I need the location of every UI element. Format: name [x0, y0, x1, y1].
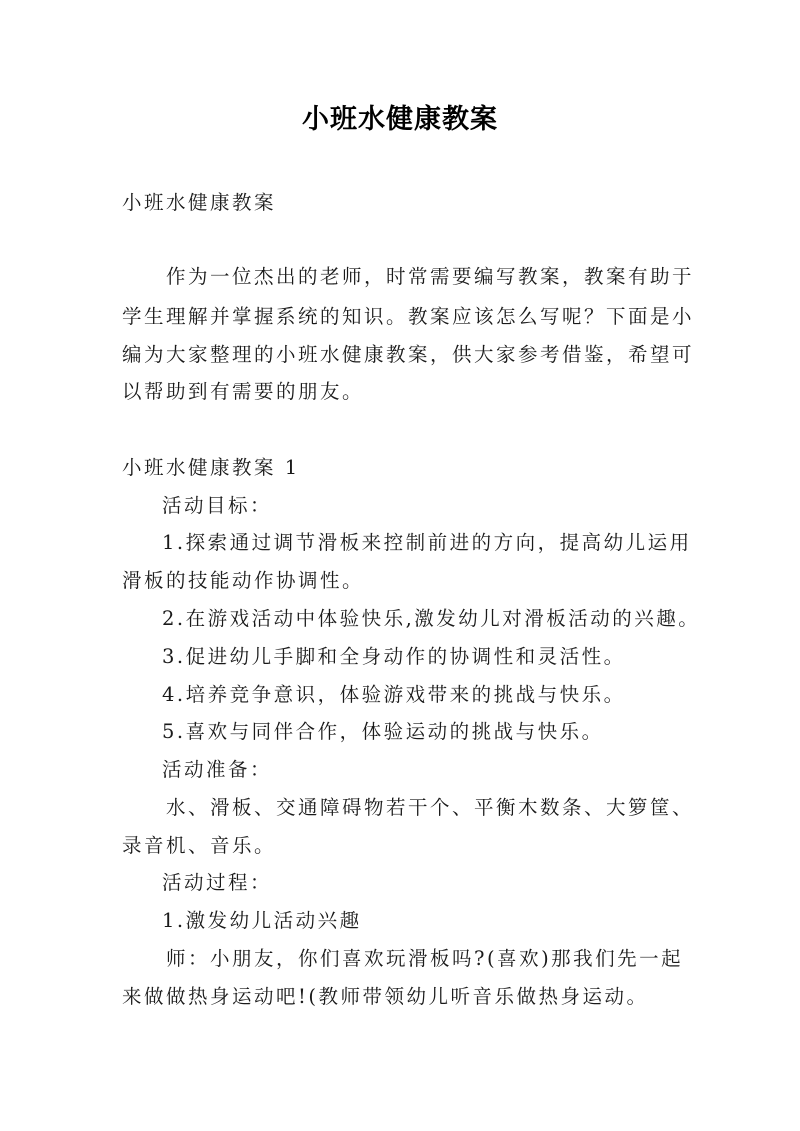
goal-line: 滑板的技能动作协调性。	[122, 569, 365, 592]
process-heading: 活动过程：	[162, 871, 273, 894]
intro-line: 作为一位杰出的老师，时常需要编写教案，教案有助于	[166, 265, 695, 288]
document-subtitle: 小班水健康教案	[122, 191, 277, 214]
prep-line: 水、滑板、交通障碍物若干个、平衡木数条、大箩筐、	[166, 796, 695, 819]
process-line: 师：小朋友，你们喜欢玩滑板吗?(喜欢)那我们先一起	[166, 947, 684, 970]
process-line: 1.激发幼儿活动兴趣	[162, 909, 362, 932]
goals-heading: 活动目标：	[162, 494, 273, 517]
intro-line: 以帮助到有需要的朋友。	[122, 380, 365, 403]
prep-heading: 活动准备：	[162, 758, 273, 781]
goal-line: 1.探索通过调节滑板来控制前进的方向，提高幼儿运用	[162, 531, 692, 554]
document-title: 小班水健康教案	[302, 104, 498, 135]
intro-line: 学生理解并掌握系统的知识。教案应该怎么写呢？下面是小	[122, 305, 695, 328]
prep-line: 录音机、音乐。	[122, 834, 277, 857]
process-line: 来做做热身运动吧!(教师带领幼儿听音乐做热身运动。	[122, 985, 649, 1008]
goal-line: 3.促进幼儿手脚和全身动作的协调性和灵活性。	[162, 645, 626, 668]
section-heading: 小班水健康教案 1	[122, 456, 300, 479]
intro-line: 编为大家整理的小班水健康教案，供大家参考借鉴，希望可	[122, 343, 695, 366]
goal-line: 2.在游戏活动中体验快乐,激发幼儿对滑板活动的兴趣。	[162, 607, 701, 630]
goal-line: 5.喜欢与同伴合作，体验运动的挑战与快乐。	[162, 720, 604, 743]
goal-line: 4.培养竞争意识，体验游戏带来的挑战与快乐。	[162, 683, 626, 706]
